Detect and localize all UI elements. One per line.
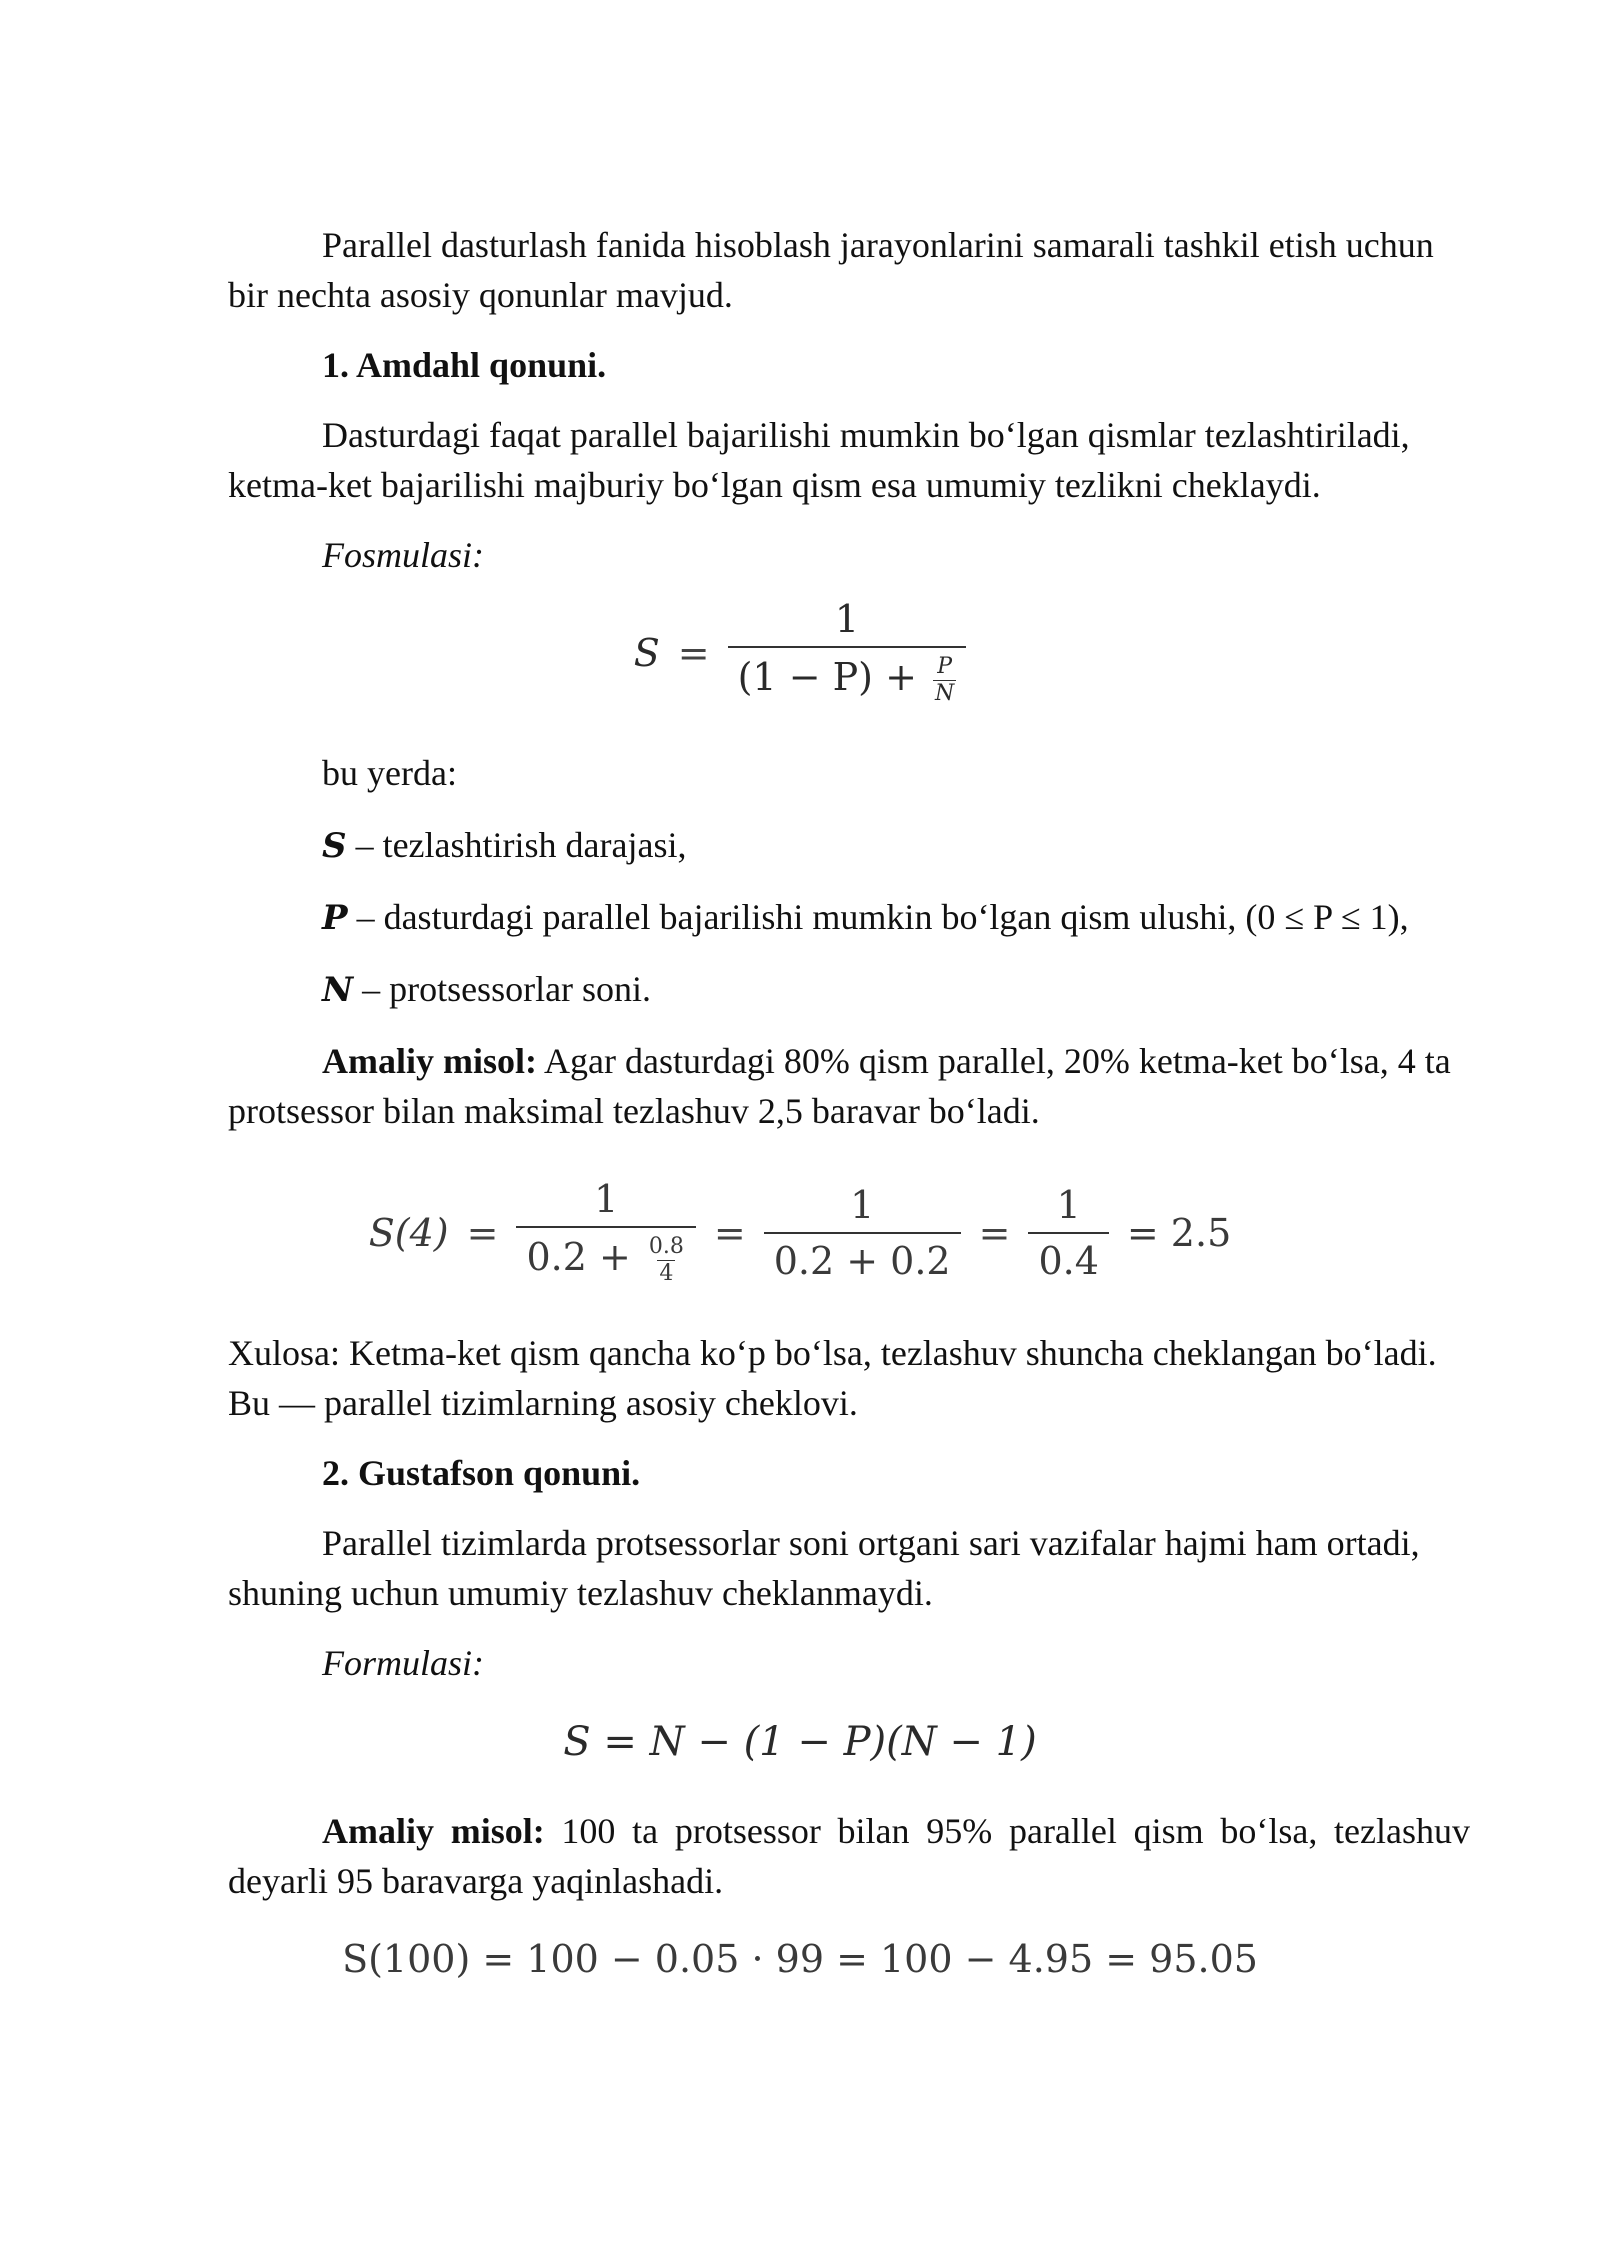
sub-fraction-denominator: N: [935, 681, 955, 706]
definition-n: [322, 964, 1470, 1015]
definition-symbol: S: [322, 826, 347, 866]
where-label: bu yerda:: [322, 753, 457, 793]
fraction-numerator: 1: [1056, 1182, 1081, 1227]
example-text: 100 ta protsessor bilan 95% parallel qism bo‘lsa, tezlashuv deyarli 95 baravarga yaqinlashadi.: [228, 1811, 1470, 1901]
example-label: Amaliy misol:: [322, 1811, 545, 1851]
gustafson-formula: [0, 1719, 1600, 1765]
definition-symbol: N: [322, 970, 354, 1010]
amdahl-conclusion: Xulosa: Ketma-ket qism qancha ko‘p bo‘lsa, tezlashuv shuncha cheklangan bo‘ladi. Bu — parallel tizimlarning asosiy cheklovi.: [228, 1333, 1437, 1423]
example-label: Amaliy misol:: [322, 1041, 537, 1081]
example-fraction-2: [764, 1182, 961, 1283]
gustafson-example-formula: [0, 1937, 1600, 1981]
sub-fraction-denominator: 4: [659, 1261, 674, 1286]
formula-equals: =: [677, 630, 710, 675]
formula-denominator: [728, 646, 967, 705]
amdahl-example-formula: [0, 1177, 1600, 1286]
gustafson-formula-label: Formulasi:: [322, 1643, 484, 1683]
example-equals: =: [978, 1210, 1011, 1255]
example-equals: =: [713, 1210, 746, 1255]
fraction-denominator: [516, 1226, 695, 1285]
formula-denominator-main: (1 − P) +: [737, 655, 917, 699]
amdahl-heading: 1. Amdahl qonuni.: [322, 345, 607, 385]
amdahl-formula-label: Fosmulasi:: [322, 535, 484, 575]
example-equals: =: [466, 1210, 499, 1255]
fraction-denominator: 0.2 + 0.2: [764, 1232, 961, 1280]
formula-numerator: 1: [834, 597, 860, 641]
formula-lhs: S: [633, 630, 660, 675]
intro-paragraph: Parallel dasturlash fanida hisoblash jarayonlarini samarali tashkil etish uchun bir nechta asosiy qonunlar mavjud.: [228, 225, 1434, 315]
example-result: = 2.5: [1126, 1210, 1232, 1255]
sub-fraction-numerator: 0.8: [648, 1234, 684, 1259]
gustafson-heading: 2. Gustafson qonuni.: [322, 1453, 641, 1493]
definition-text: – dasturdagi parallel bajarilishi mumkin bo‘lgan qism ulushi, (0 ≤ P ≤ 1),: [347, 897, 1409, 937]
example-lhs: S(4): [368, 1210, 449, 1255]
fraction-numerator: 1: [594, 1177, 619, 1221]
example-text: Agar dasturdagi 80% qism parallel, 20% ketma-ket bo‘lsa, 4 ta protsessor bilan maksimal tezlashuv 2,5 baravar bo‘ladi.: [228, 1041, 1451, 1131]
formula-fraction: [728, 597, 967, 706]
definition-text: – tezlashtirish darajasi,: [346, 825, 687, 865]
definition-symbol: P: [322, 898, 348, 938]
fraction-denominator: 0.4: [1028, 1232, 1108, 1280]
amdahl-description: Dasturdagi faqat parallel bajarilishi mumkin bo‘lgan qismlar tezlashtiriladi, ketma-ket bajarilishi majburiy bo‘lgan qism esa umumiy tezlikni cheklaydi.: [228, 415, 1410, 505]
gustafson-example-formula-text: S(100) = 100 − 0.05 · 99 = 100 − 4.95 = 95.05: [342, 1937, 1258, 1981]
fraction-denominator-main: 0.2 +: [526, 1235, 631, 1279]
example-fraction-1: [516, 1177, 695, 1286]
gustafson-formula-text: S = N − (1 − P)(N − 1): [563, 1719, 1037, 1765]
fraction-numerator: 1: [850, 1182, 875, 1227]
formula-sub-fraction: [933, 656, 956, 705]
gustafson-example: [228, 1806, 1470, 1906]
definition-p: [322, 892, 1470, 943]
definition-text: – protsessorlar soni.: [353, 969, 652, 1009]
sub-fraction: [647, 1236, 686, 1285]
sub-fraction-numerator: P: [937, 654, 953, 679]
gustafson-description: Parallel tizimlarda protsessorlar soni ortgani sari vazifalar hajmi ham ortadi, shuning uchun umumiy tezlashuv cheklanmaydi.: [228, 1523, 1420, 1613]
amdahl-formula: [0, 597, 1600, 706]
definition-s: [322, 820, 1470, 871]
amdahl-example: [228, 1036, 1470, 1136]
example-fraction-3: [1028, 1182, 1108, 1283]
